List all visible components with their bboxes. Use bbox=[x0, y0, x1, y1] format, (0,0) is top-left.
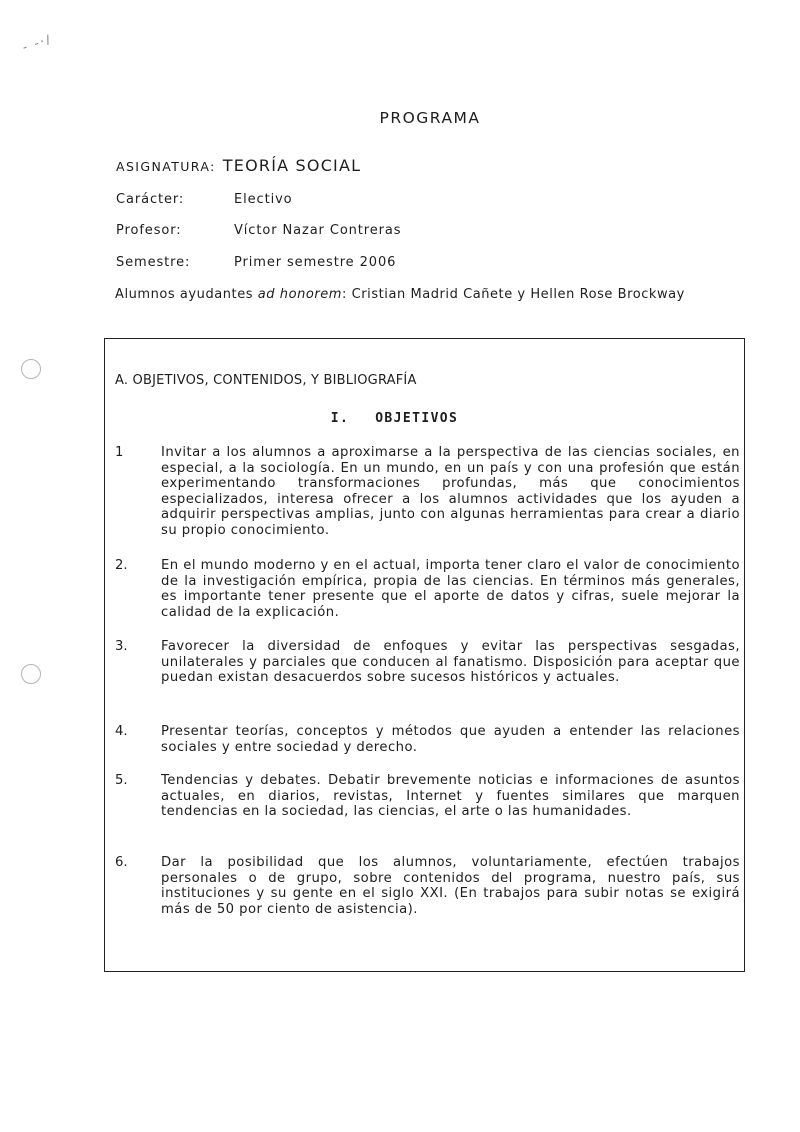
subject-label: ASIGNATURA: bbox=[116, 159, 216, 174]
info-value: Primer semestre 2006 bbox=[234, 255, 397, 270]
assistants-italic: ad honorem bbox=[257, 287, 343, 302]
objective-number: 2. bbox=[115, 558, 128, 573]
info-label: Profesor: bbox=[116, 223, 182, 238]
objective-text: Presentar teorías, conceptos y métodos que ayuden a entender las relaciones sociales y entre sociedad y derecho. bbox=[161, 724, 740, 755]
punch-hole-top bbox=[21, 359, 41, 379]
assistants-line bbox=[115, 287, 685, 302]
assistants-names: : Cristian Madrid Cañete y Hellen Rose Brockway bbox=[342, 287, 685, 302]
info-value: Víctor Nazar Contreras bbox=[234, 223, 402, 238]
objective-text: En el mundo moderno y en el actual, importa tener claro el valor de conocimiento de la investigación empírica, propia de las ciencias. En términos más generales, es importante tener presente que el aporte de datos y cifras, suele mejorar la calidad de la explicación. bbox=[161, 558, 740, 620]
section-heading: A. OBJETIVOS, CONTENIDOS, Y BIBLIOGRAFÍA bbox=[115, 373, 417, 388]
info-row-profesor bbox=[116, 223, 401, 238]
objective-number: 1 bbox=[115, 445, 124, 460]
subject-value: TEORÍA SOCIAL bbox=[222, 156, 362, 175]
punch-hole-bottom bbox=[21, 664, 41, 684]
assistants-prefix: Alumnos ayudantes bbox=[115, 287, 254, 302]
info-label: Carácter: bbox=[116, 192, 185, 207]
info-row-caracter bbox=[116, 192, 293, 207]
objective-text: Dar la posibilidad que los alumnos, voluntariamente, efectúen trabajos personales o de grupo, sobre contenidos del programa, nuestro país, sus instituciones y su gente en el siglo XXI. (En trabajos para subir notas se exigirá más de 50 por ciento de asistencia). bbox=[161, 855, 740, 917]
objective-number: 6. bbox=[115, 855, 128, 870]
roman-numeral: I. bbox=[330, 411, 350, 426]
objective-number: 3. bbox=[115, 639, 128, 654]
objectives-title-text: OBJETIVOS bbox=[375, 411, 459, 426]
objectives-box bbox=[104, 338, 745, 972]
subject-line bbox=[116, 156, 361, 175]
document-title: PROGRAMA bbox=[379, 109, 481, 127]
objective-number: 5. bbox=[115, 773, 128, 788]
info-row-semestre bbox=[116, 255, 396, 270]
objective-number: 4. bbox=[115, 724, 128, 739]
objectives-title bbox=[105, 411, 744, 426]
info-value: Electivo bbox=[234, 192, 293, 207]
objective-text: Favorecer la diversidad de enfoques y evitar las perspectivas sesgadas, unilaterales y parciales que conducen al fanatismo. Disposición para aceptar que puedan existan desacuerdos sobre sucesos históricos y actuales. bbox=[161, 639, 740, 686]
objective-text: Tendencias y debates. Debatir brevemente noticias e informaciones de asuntos actuales, en diarios, revistas, Internet y fuentes similares que marquen tendencias en la sociedad, las ciencias, el arte o las humanidades. bbox=[161, 773, 740, 820]
info-label: Semestre: bbox=[116, 255, 191, 270]
scan-artifact: - -·∕ bbox=[20, 31, 54, 55]
objective-text: Invitar a los alumnos a aproximarse a la perspectiva de las ciencias sociales, en especial, a la sociología. En un mundo, en un país y con una profesión que están experimentando transformaciones profundas, más que conocimientos especializados, interesa ofrecer a los alumnos actividades que los ayuden a adquirir perspectivas amplias, junto con algunas herramientas para crear a diario su propio conocimiento. bbox=[161, 445, 740, 538]
